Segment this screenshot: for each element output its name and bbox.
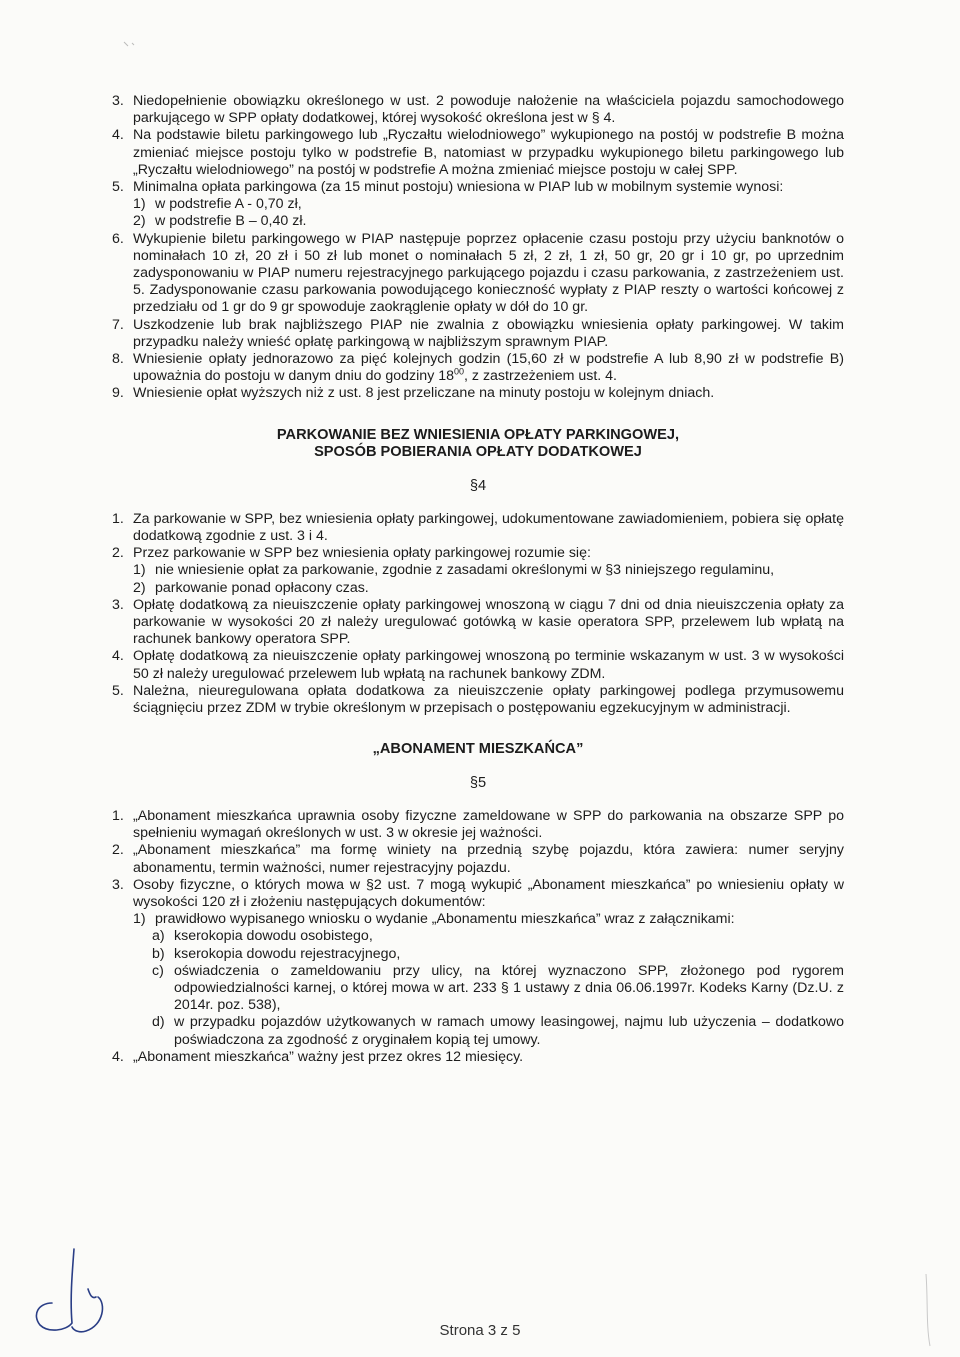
s3-item-6: 6. Wykupienie biletu parkingowego w PIAP następuje poprzez opłacenie czasu postoju przy użyciu banknotów o nominałach 10 zł, 20 zł i 50 zł lub monet o nominałach 5 zł, 2 zł, 1 zł, 50 gr, 20 gr i 10 gr, po uprzednim zadysponowaniu w PIAP numeru rejestracyjnego parkującego pojazdu i czasu parkowania, z zastrzeżeniem ust. 5. Zadysponowanie czasu parkowania powodującego konieczność wypłaty z PIAP reszty o wartości końcowej z przedziału od 1 gr do 9 gr spowoduje zaokrąglenie opłaty w dół do 10 gr. <box>112 230 844 316</box>
section-5-heading: „ABONAMENT MIESZKAŃCA” <box>372 741 584 758</box>
document-body <box>112 93 844 1066</box>
s5-item-1: 1. „Abonament mieszkańca uprawnia osoby fizyczne zameldowane w SPP do parkowania na obszarze SPP po spełnieniu wymagań określonych w ust. 3 w okresie jej ważności. <box>112 808 844 842</box>
s3-item-7: 7. Uszkodzenie lub brak najbliższego PIAP nie zwalnia z obowiązku wniesienia opłaty parkingowej. W takim przypadku należy wnieść opłatę parkingową w najbliższym sprawnym PIAP. <box>112 316 844 350</box>
s4-item-2-sub-2: 2) parkowanie ponad opłacony czas. <box>133 579 369 596</box>
section-4-heading-line-1: PARKOWANIE BEZ WNIESIENIA OPŁATY PARKINGOWEJ, <box>276 426 680 443</box>
s5-item-3-sub-b: b) kserokopia dowodu rejestracyjnego, <box>152 945 401 962</box>
s3-item-8: 8. Wniesienie opłaty jednorazowo za pięć kolejnych godzin (15,60 zł w podstrefie A lub 8,90 zł w podstrefie B) upoważnia do postoju w danym dniu do godziny $18^{00}$, z zastrzeżeniem ust. 4. <box>112 351 844 385</box>
s3-item-4: 4. Na podstawie biletu parkingowego lub „Ryczałtu wielodniowego” wykupionego na postój w podstrefie B można zmieniać miejsce postoju tylko w podstrefie B, natomiast w przypadku wykupionego biletu parkingowego lub „Ryczałtu wielodniowego” na postój w podstrefie A można zmieniać miejsce postoju w całej SPP. <box>112 127 844 178</box>
s4-item-2-sub-1: 1) nie wniesienie opłat za parkowanie, zgodnie z zasadami określonymi w §3 niniejszego regulaminu, <box>133 562 775 579</box>
s3-item-5-sub-2: 2) w podstrefie B – 0,40 zł. <box>133 213 307 230</box>
s5-item-3: 3. Osoby fizyczne, o których mowa w §2 ust. 7 mogą wykupić „Abonament mieszkańca” po wniesieniu opłaty w wysokości 120 zł i złożeniu następujących dokumentów: 1) prawidłowo wypisanego wniosku o wydanie „Abonamentu mieszkańca” wraz z załącznikami: a) kserokopia dowodu osobistego, b) kserokopia dowodu rejestracyjnego, c) oświadczenia o zameldowaniu przy ulicy, na której wyznaczono SPP, złożonego pod rygorem odpowiedzialności karnej, o której mowa w art. 233 § 1 ustawy z dnia 06.06.1997r. Kodeks Karny (Dz.U. z 2014r. poz. 538), d) w przypadku pojazdów użytkowanych w ramach umowy leasingowej, najmu lub użyczenia – dodatkowo poświadczona za zgodność z oryginałem kopią tej umowy. <box>112 876 844 1048</box>
s3-item-3: 3. Niedopełnienie obowiązku określonego w ust. 2 powoduje nałożenie na właściciela pojazdu samochodowego parkującego w SPP opłaty dodatkowej, której wysokość określona jest w § 4. <box>112 93 844 127</box>
s3-item-9: 9. Wniesienie opłat wyższych niż z ust. 8 jest przeliczane na minuty postoju w kolejnym dniach. <box>112 385 715 402</box>
s3-item-5: 5. Minimalna opłata parkingowa (za 15 minut postoju) wniesiona w PIAP lub w mobilnym systemie wynosi: 1) w podstrefie A - 0,70 zł, 2) w podstrefie B – 0,40 zł. <box>112 179 844 231</box>
s5-item-3-sub-a: a) kserokopia dowodu osobistego, <box>152 928 373 945</box>
s3-item-5-sub-1: 1) w podstrefie A - 0,70 zł, <box>133 196 302 213</box>
scan-scratch-mark <box>122 40 142 52</box>
s4-item-1: 1. Za parkowanie w SPP, bez wniesienia opłaty parkingowej, udokumentowane zawiadomieniem, pobiera się opłatę dodatkową zgodnie z ust. 3 i 4. <box>112 510 844 545</box>
s4-item-5: 5. Należna, nieuregulowana opłata dodatkowa za nieuiszczenie opłaty parkingowej podlega przymusowemu ściągnięciu przez ZDM w trybie określonym w przepisach o postępowaniu egzekucyjnym w administracji. <box>112 682 844 717</box>
s5-item-4: 4. „Abonament mieszkańca” ważny jest przez okres 12 miesięcy. <box>112 1048 524 1065</box>
s4-item-2: 2. Przez parkowanie w SPP bez wniesienia opłaty parkingowej rozumie się: 1) nie wniesienie opłat za parkowanie, zgodnie z zasadami określonymi w §3 niniejszego regulaminu, 2) parkowanie ponad opłacony czas. <box>112 545 844 597</box>
s5-item-3-sub-c: c) oświadczenia o zameldowaniu przy ulicy, na której wyznaczono SPP, złożonego pod rygorem odpowiedzialności karnej, o której mowa w art. 233 § 1 ustawy z dnia 06.06.1997r. Kodeks Karny (Dz.U. z 2014r. poz. 538), <box>152 962 844 1014</box>
section-4-heading-line-2: SPOSÓB POBIERANIA OPŁATY DODATKOWEJ <box>314 444 642 461</box>
s5-item-2: 2. „Abonament mieszkańca” ma formę winiety na przednią szybę pojazdu, która zawiera: numer seryjny abonamentu, termin ważności, numer rejestracyjny pojazdu. <box>112 842 844 876</box>
s4-item-4: 4. Opłatę dodatkową za nieuiszczenie opłaty parkingowej wnoszoną po terminie wskazanym w ust. 3 w wysokości 50 zł należy uregulować przelewem lub wpłatą na rachunek bankowy ZDM. <box>112 648 844 682</box>
section-4-paragraph-sign: §4 <box>469 477 487 494</box>
s5-item-3-sub-1: 1) prawidłowo wypisanego wniosku o wydanie „Abonamentu mieszkańca” wraz z załącznikami: <box>133 911 735 928</box>
s5-item-3-sub-d: d) w przypadku pojazdów użytkowanych w ramach umowy leasingowej, najmu lub użyczenia – dodatkowo poświadczona za zgodność z oryginałem kopią tej umowy. <box>152 1014 844 1048</box>
section-5-paragraph-sign: §5 <box>469 774 487 791</box>
page-number-footer: Strona 3 z 5 <box>439 1322 521 1339</box>
s4-item-3: 3. Opłatę dodatkową za nieuiszczenie opłaty parkingowej wnoszoną w ciągu 7 dni od dnia nieuiszczenia opłaty za parkowanie w wysokości 20 zł należy uregulować gotówką w kasie operatora SPP, przelewem lub wpłatą na rachunek bankowy operatora SPP. <box>112 596 844 648</box>
